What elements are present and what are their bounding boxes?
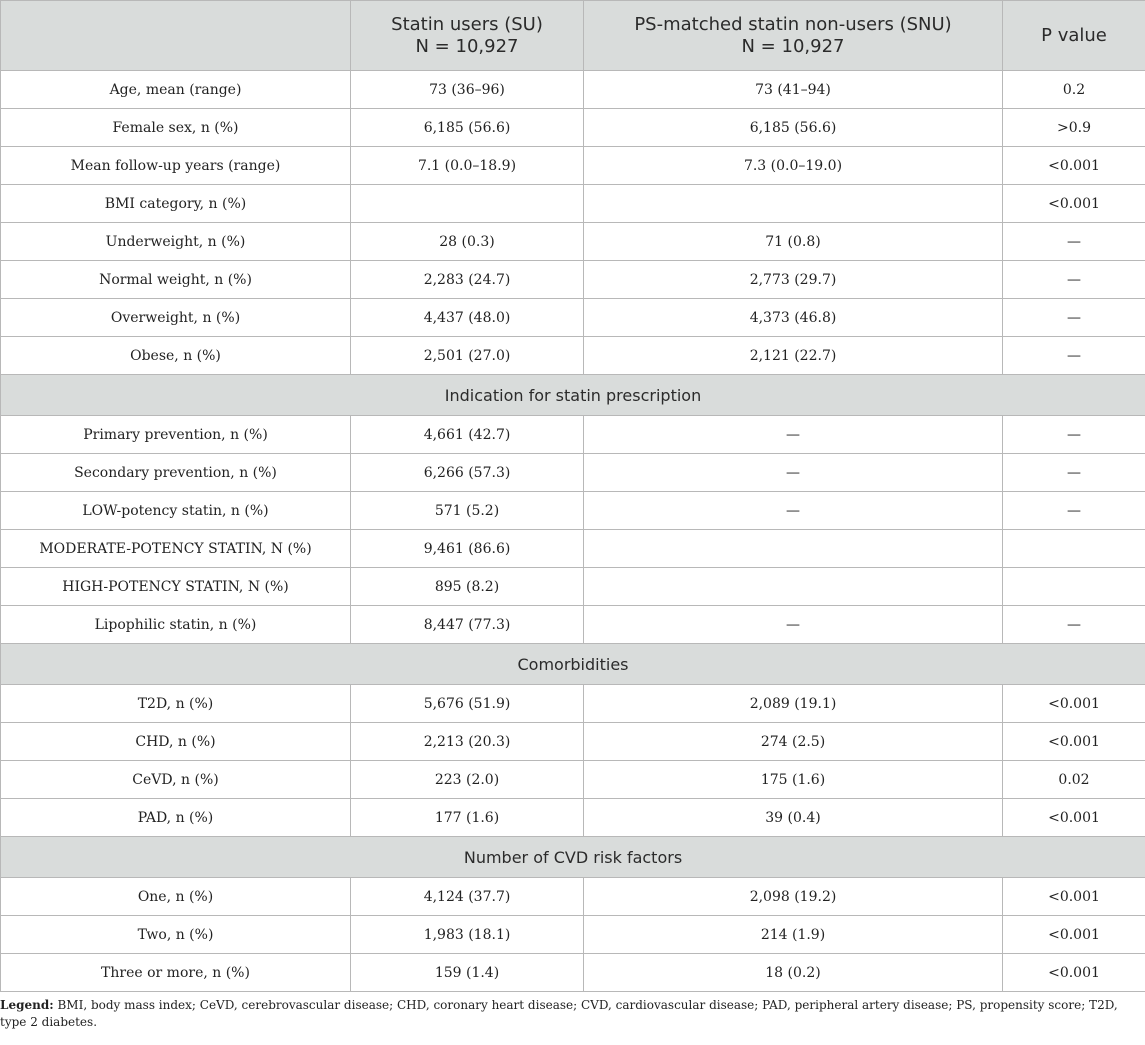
statin-users-cell: 4,124 (37.7) [351, 878, 584, 916]
row-label-cell: Primary prevention, n (%) [1, 416, 351, 454]
statin-users-cell: 2,501 (27.0) [351, 337, 584, 375]
statin-users-cell: 28 (0.3) [351, 223, 584, 261]
p-value-cell: — [1003, 223, 1145, 261]
table-row [1, 337, 1145, 375]
statin-non-users-cell: 7.3 (0.0–19.0) [584, 147, 1003, 185]
p-value-cell: <0.001 [1003, 685, 1145, 723]
header-statin-users-count: N = 10,927 [415, 35, 519, 57]
header-statin-non-users-count: N = 10,927 [741, 35, 845, 57]
table-row [1, 530, 1145, 568]
table-header [1, 1, 1145, 71]
statin-non-users-cell: 71 (0.8) [584, 223, 1003, 261]
table-row [1, 185, 1145, 223]
statin-non-users-cell: — [584, 416, 1003, 454]
statin-users-cell: 2,213 (20.3) [351, 723, 584, 761]
p-value-cell: — [1003, 492, 1145, 530]
section-header-row [1, 375, 1145, 416]
p-value-cell: 0.02 [1003, 761, 1145, 799]
header-statin-users [351, 1, 584, 71]
table-row [1, 568, 1145, 606]
statin-users-cell: 177 (1.6) [351, 799, 584, 837]
row-label-cell: BMI category, n (%) [1, 185, 351, 223]
section-header-row [1, 837, 1145, 878]
statin-users-cell: 895 (8.2) [351, 568, 584, 606]
p-value-cell: <0.001 [1003, 878, 1145, 916]
statin-users-cell: 223 (2.0) [351, 761, 584, 799]
p-value-cell: >0.9 [1003, 109, 1145, 147]
row-label-cell: Overweight, n (%) [1, 299, 351, 337]
row-label-cell: Two, n (%) [1, 916, 351, 954]
p-value-cell: <0.001 [1003, 954, 1145, 992]
table-row [1, 454, 1145, 492]
statin-users-cell: 6,185 (56.6) [351, 109, 584, 147]
legend-text: BMI, body mass index; CeVD, cerebrovascular disease; CHD, coronary heart disease; CVD, cardiovascular disease; PAD, peripheral artery disease; PS, propensity score; T2D, type 2 diabetes. [0, 998, 1118, 1029]
statin-users-cell: 1,983 (18.1) [351, 916, 584, 954]
statin-users-cell: 159 (1.4) [351, 954, 584, 992]
row-label-cell: CHD, n (%) [1, 723, 351, 761]
statin-users-cell [351, 185, 584, 223]
statin-users-cell: 4,661 (42.7) [351, 416, 584, 454]
p-value-cell: 0.2 [1003, 71, 1145, 109]
row-label-cell: LOW-potency statin, n (%) [1, 492, 351, 530]
row-label-cell: T2D, n (%) [1, 685, 351, 723]
statin-users-cell: 2,283 (24.7) [351, 261, 584, 299]
statin-non-users-cell: 274 (2.5) [584, 723, 1003, 761]
row-label-cell: Lipophilic statin, n (%) [1, 606, 351, 644]
row-label-cell: Obese, n (%) [1, 337, 351, 375]
statin-non-users-cell: 6,185 (56.6) [584, 109, 1003, 147]
p-value-cell: — [1003, 261, 1145, 299]
p-value-cell: — [1003, 416, 1145, 454]
p-value-cell: — [1003, 337, 1145, 375]
p-value-cell: — [1003, 299, 1145, 337]
statin-users-cell: 73 (36–96) [351, 71, 584, 109]
row-label-cell: Normal weight, n (%) [1, 261, 351, 299]
statin-non-users-cell [584, 530, 1003, 568]
statin-users-cell: 5,676 (51.9) [351, 685, 584, 723]
statin-non-users-cell: 18 (0.2) [584, 954, 1003, 992]
table-row [1, 261, 1145, 299]
section-header-row [1, 644, 1145, 685]
row-label-cell: Female sex, n (%) [1, 109, 351, 147]
table-row [1, 109, 1145, 147]
p-value-cell: <0.001 [1003, 799, 1145, 837]
statin-non-users-cell: 175 (1.6) [584, 761, 1003, 799]
header-statin-users-title: Statin users (SU) [391, 13, 543, 35]
table-row [1, 299, 1145, 337]
statin-non-users-cell: 4,373 (46.8) [584, 299, 1003, 337]
statin-non-users-cell: 39 (0.4) [584, 799, 1003, 837]
table-row [1, 723, 1145, 761]
table-row [1, 878, 1145, 916]
header-p-value: P value [1003, 1, 1145, 71]
row-label-cell: PAD, n (%) [1, 799, 351, 837]
statin-users-cell: 6,266 (57.3) [351, 454, 584, 492]
row-label-cell: MODERATE-POTENCY STATIN, N (%) [1, 530, 351, 568]
p-value-cell: <0.001 [1003, 916, 1145, 954]
table-row [1, 761, 1145, 799]
statin-non-users-cell: — [584, 492, 1003, 530]
table-row [1, 916, 1145, 954]
statin-non-users-cell: 214 (1.9) [584, 916, 1003, 954]
statin-non-users-cell: 2,098 (19.2) [584, 878, 1003, 916]
table-row [1, 954, 1145, 992]
row-label-cell: One, n (%) [1, 878, 351, 916]
p-value-cell: <0.001 [1003, 147, 1145, 185]
table-row [1, 71, 1145, 109]
statin-non-users-cell: 73 (41–94) [584, 71, 1003, 109]
header-statin-non-users [584, 1, 1003, 71]
section-title: Number of CVD risk factors [1, 837, 1145, 878]
statin-non-users-cell: 2,089 (19.1) [584, 685, 1003, 723]
table-row [1, 223, 1145, 261]
table-legend [0, 992, 1145, 1031]
table-row [1, 685, 1145, 723]
statin-users-cell: 7.1 (0.0–18.9) [351, 147, 584, 185]
header-label-column [1, 1, 351, 71]
statin-non-users-cell [584, 185, 1003, 223]
row-label-cell: CeVD, n (%) [1, 761, 351, 799]
row-label-cell: Underweight, n (%) [1, 223, 351, 261]
p-value-cell: — [1003, 606, 1145, 644]
row-label-cell: Age, mean (range) [1, 71, 351, 109]
legend-label: Legend: [0, 998, 54, 1012]
section-title: Indication for statin prescription [1, 375, 1145, 416]
row-label-cell: Three or more, n (%) [1, 954, 351, 992]
p-value-cell: <0.001 [1003, 185, 1145, 223]
row-label-cell: Secondary prevention, n (%) [1, 454, 351, 492]
table-row [1, 416, 1145, 454]
row-label-cell: Mean follow-up years (range) [1, 147, 351, 185]
section-title: Comorbidities [1, 644, 1145, 685]
p-value-cell [1003, 568, 1145, 606]
table-row [1, 799, 1145, 837]
statin-non-users-cell [584, 568, 1003, 606]
statin-users-cell: 4,437 (48.0) [351, 299, 584, 337]
table-row [1, 492, 1145, 530]
p-value-cell: <0.001 [1003, 723, 1145, 761]
statin-non-users-cell: 2,121 (22.7) [584, 337, 1003, 375]
header-statin-non-users-title: PS-matched statin non-users (SNU) [634, 13, 952, 35]
statin-users-cell: 9,461 (86.6) [351, 530, 584, 568]
p-value-cell: — [1003, 454, 1145, 492]
statin-non-users-cell: 2,773 (29.7) [584, 261, 1003, 299]
statin-users-cell: 571 (5.2) [351, 492, 584, 530]
statin-non-users-cell: — [584, 454, 1003, 492]
table-body [1, 71, 1145, 992]
p-value-cell [1003, 530, 1145, 568]
table-row [1, 606, 1145, 644]
row-label-cell: HIGH-POTENCY STATIN, N (%) [1, 568, 351, 606]
statin-non-users-cell: — [584, 606, 1003, 644]
statin-users-cell: 8,447 (77.3) [351, 606, 584, 644]
table-row [1, 147, 1145, 185]
